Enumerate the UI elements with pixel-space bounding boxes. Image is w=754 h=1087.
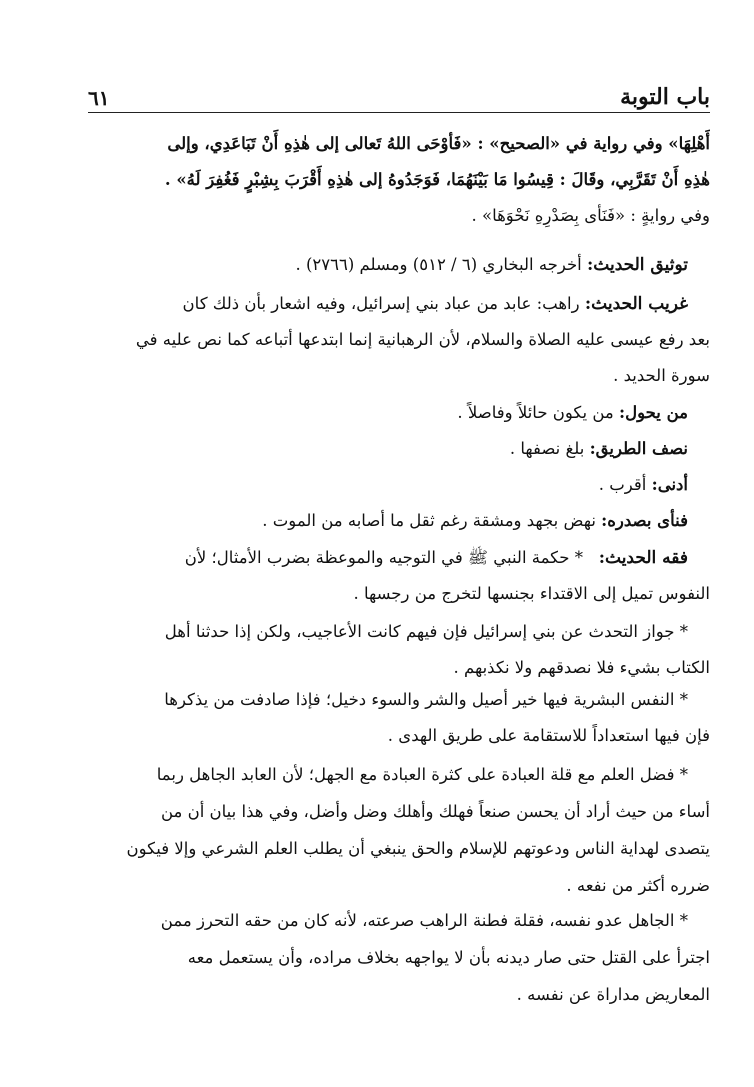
section-label: فقه الحديث: (598, 548, 688, 568)
text-line: راهب: عابد من عباد بني إسرائيل، وفيه اشعار بأن ذلك كان (182, 294, 580, 313)
text-line: سورة الحديد . (613, 366, 710, 385)
text-line: النفوس تميل إلى الاقتداء بجنسها لتخرج من رجسها . (353, 584, 710, 603)
text-line: يتصدى لهداية الناس ودعوتهم للإسلام والحق ينبغي أن يطلب العلم الشرعي وإلا فيكون (126, 839, 710, 858)
text-line: * الجاهل عدو نفسه، فقلة فطنة الراهب صرعته، لأنه كان من حقه التحرز ممن (160, 911, 688, 930)
page-header (88, 74, 710, 110)
hadith-continuation (78, 126, 710, 234)
gloss-term: أدنى: (651, 475, 688, 494)
text-line: المعاريض مداراة عن نفسه . (516, 985, 710, 1004)
section-label: توثيق الحديث: (587, 255, 688, 275)
text-line: اجترأ على القتل حتى صار ديدنه بأن لا يواجهه بخلاف مراده، وأن يستعمل معه (187, 948, 710, 967)
gloss-text: من يكون حائلاً وفاصلاً . (457, 403, 614, 422)
gloss-text: نهض بجهد ومشقة رغم ثقل ما أصابه من الموت . (262, 511, 596, 530)
text-line: * جواز التحدث عن بني إسرائيل فإن فيهم كانت الأعاجيب، ولكن إذا حدثنا أهل (164, 622, 688, 641)
text-line: * النفس البشرية فيها خير أصيل والشر والسوء دخيل؛ فإذا صادفت من يذكرها (164, 690, 688, 709)
text-line: وفي روايةٍ : «فَنَأى بِصَدْرِهِ نَحْوَهَا» . (471, 206, 710, 225)
text-line: الكتاب بشيء فلا نصدقهم ولا نكذبهم . (453, 658, 710, 677)
header-rule (88, 112, 710, 113)
fiqh-point (78, 614, 710, 686)
text-line: أَهْلِهَا» وفي رواية في «الصحيح» : «فَأوْحَى اللهُ تَعالى إلى هٰذِهِ أَنْ تَبَاعَدِي، وإلى (167, 134, 710, 153)
text-line: أساء من حيث أراد أن يحسن صنعاً فهلك وأهلك وضل وأضل، وفي هذا بيان أن من (160, 802, 710, 821)
page-number: ٦١ (88, 86, 110, 110)
fiqh-point (78, 902, 710, 1013)
gloss-entry (78, 396, 710, 430)
text-line: فإن فيها استعداداً للاستقامة على طريق الهدى . (387, 726, 710, 745)
gloss-term: نصف الطريق: (589, 439, 688, 458)
gloss-term: من يحول: (619, 403, 688, 422)
text-line: * حكمة النبي ﷺ في التوجيه والموعظة بضرب الأمثال؛ لأن (184, 548, 583, 567)
takhrij-section (78, 250, 710, 280)
text-line: بعد رفع عيسى عليه الصلاة والسلام، لأن الرهبانية إنما ابتدعها أتباعه كما نص عليه في (135, 330, 710, 349)
fiqh-point (78, 756, 710, 904)
chapter-title: باب التوبة (620, 84, 710, 110)
gloss-entry (78, 432, 710, 466)
text-line: ضرره أكثر من نفعه . (566, 876, 710, 895)
gharib-section (78, 286, 710, 394)
section-text: أخرجه البخاري (٦ / ٥١٢) ومسلم (٢٧٦٦) . (295, 255, 582, 274)
gloss-text: بلغ نصفها . (509, 439, 585, 458)
gloss-entry (78, 504, 710, 538)
section-label: غريب الحديث: (584, 294, 688, 314)
fiqh-section (78, 540, 710, 612)
text-line: هٰذِهِ أَنْ تَقَرَّبِي، وقَالَ : قِيسُوا مَا بَيْنَهُمَا، فَوَجَدُوهُ إلى هٰذِهِ أَقْرَبَ بِشِبْرٍ فَغُفِرَ لَهُ» . (164, 170, 710, 189)
gloss-term: فنأى بصدره: (601, 511, 688, 530)
fiqh-point (78, 682, 710, 754)
gloss-entry (78, 468, 710, 502)
gloss-text: أقرب . (598, 475, 647, 494)
text-line: * فضل العلم مع قلة العبادة على كثرة العبادة مع الجهل؛ لأن العابد الجاهل ربما (156, 765, 688, 784)
